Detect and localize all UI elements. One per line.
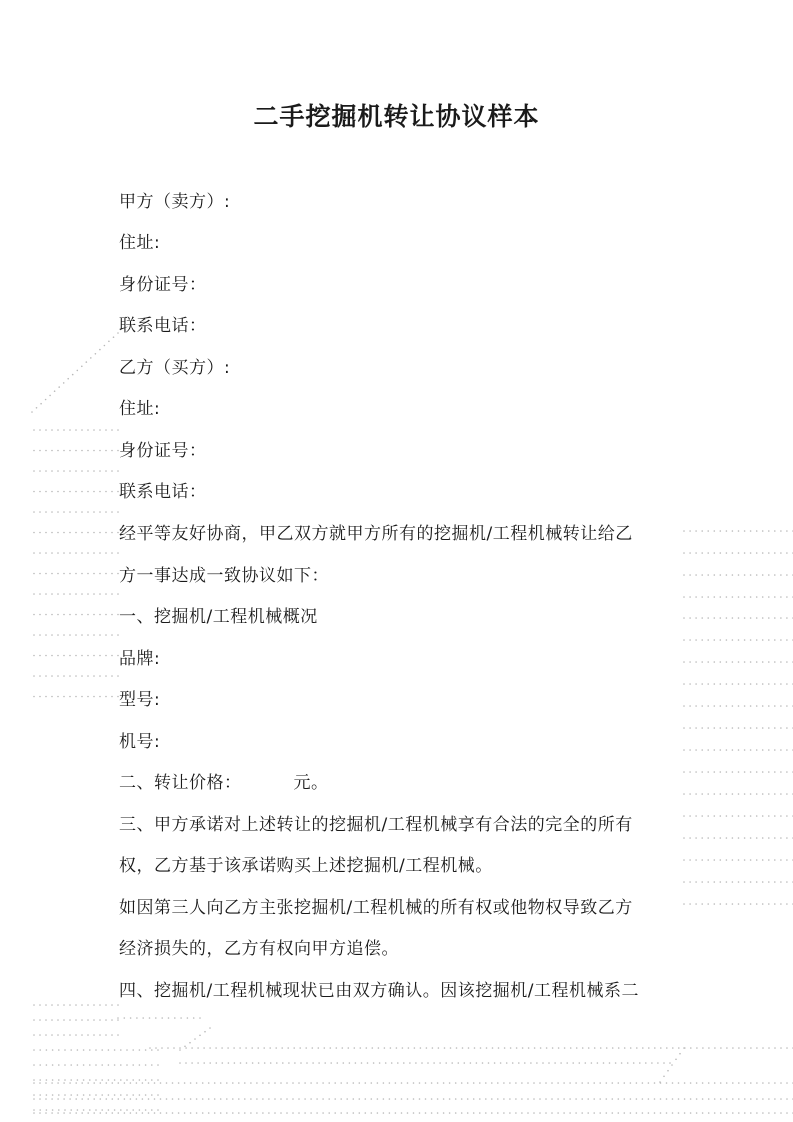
party-a-phone-label: 联系电话： bbox=[119, 316, 207, 336]
preamble-line-1: 经平等友好协商，甲乙双方就甲方所有的挖掘机/工程机械转让给乙 bbox=[119, 524, 633, 544]
preamble-line-2: 方一事达成一致协议如下： bbox=[119, 566, 329, 586]
party-b-buyer-label: 乙方（买方）: bbox=[119, 358, 231, 378]
document-title: 二手挖掘机转让协议样本 bbox=[253, 102, 540, 131]
serial-number-label: 机号: bbox=[119, 732, 161, 752]
section-2-price-line bbox=[119, 771, 329, 795]
party-a-seller-label: 甲方（卖方）: bbox=[119, 192, 231, 212]
section-1-heading: 一、挖掘机/工程机械概况 bbox=[119, 607, 318, 627]
section-3-line-4: 经济损失的，乙方有权向甲方追偿。 bbox=[119, 939, 399, 959]
party-a-id-number-label: 身份证号： bbox=[119, 275, 207, 295]
price-label: 二、转让价格： bbox=[119, 773, 242, 793]
brand-label: 品牌: bbox=[119, 649, 161, 669]
party-a-address-label: 住址: bbox=[119, 233, 161, 253]
price-unit: 元。 bbox=[293, 773, 329, 793]
party-b-address-label: 住址: bbox=[119, 399, 161, 419]
section-3-line-2: 权，乙方基于该承诺购买上述挖掘机/工程机械。 bbox=[119, 856, 493, 876]
section-4-line-1: 四、挖掘机/工程机械现状已由双方确认。因该挖掘机/工程机械系二 bbox=[119, 981, 639, 1001]
section-3-line-3: 如因第三人向乙方主张挖掘机/工程机械的所有权或他物权导致乙方 bbox=[119, 898, 633, 918]
party-b-id-number-label: 身份证号： bbox=[119, 441, 207, 461]
section-3-line-1: 三、甲方承诺对上述转让的挖掘机/工程机械享有合法的完全的所有 bbox=[119, 815, 633, 835]
model-label: 型号: bbox=[119, 690, 161, 710]
party-b-phone-label: 联系电话： bbox=[119, 482, 207, 502]
